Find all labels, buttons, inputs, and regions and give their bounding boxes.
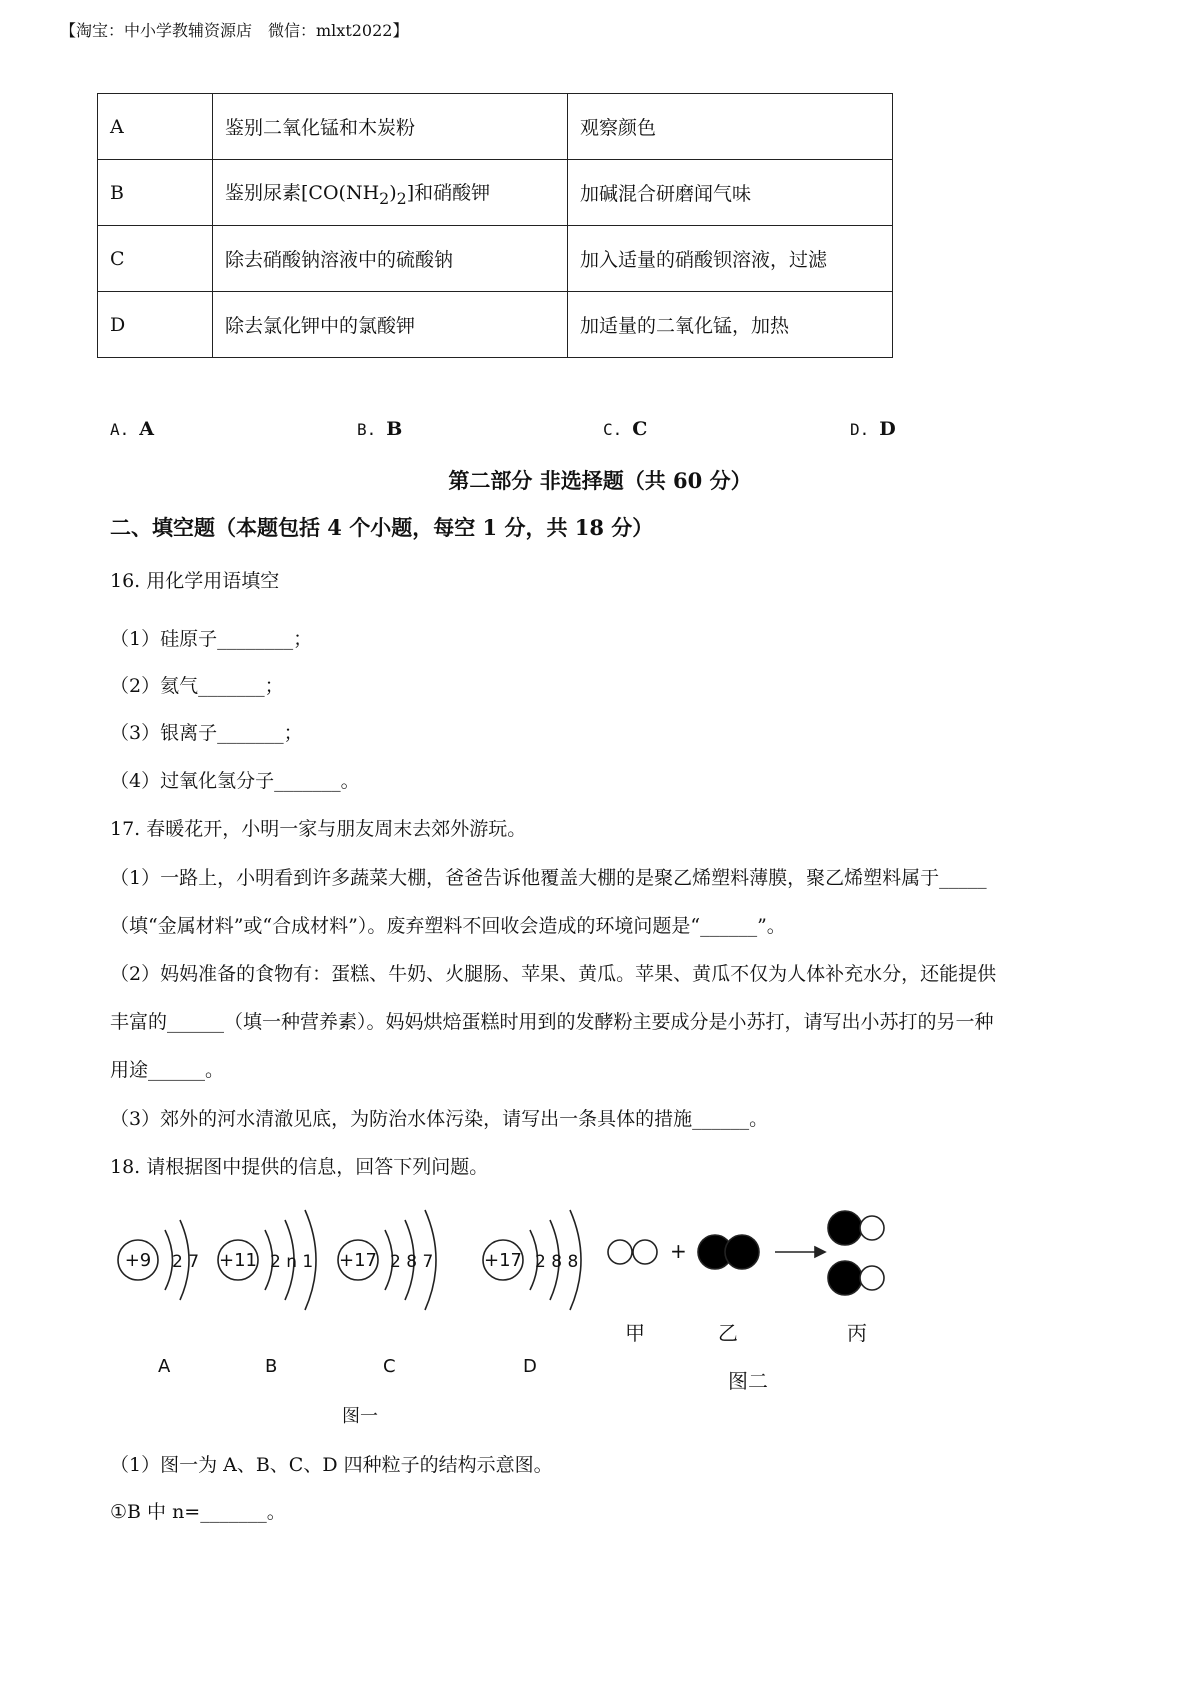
choice-b[interactable] <box>357 418 402 440</box>
q18-figure <box>110 1190 930 1430</box>
white-atom <box>860 1266 884 1290</box>
row-task: 除去氯化钾中的氯酸钾 <box>213 292 568 358</box>
electron-shells: 2 8 8 <box>535 1252 579 1272</box>
q18-sub1-1: ①B 中 n=_______。 <box>110 1501 286 1523</box>
black-atom <box>828 1211 862 1245</box>
choice-value: B <box>386 418 403 440</box>
atom-label: D <box>523 1356 537 1377</box>
q17-line: （2）妈妈准备的食物有：蛋糕、牛奶、火腿肠、苹果、黄瓜。苹果、黄瓜不仅为人体补充水分，还能提供 <box>110 963 997 985</box>
molecule-label: 甲 <box>625 1321 645 1345</box>
choice-value: D <box>879 418 896 440</box>
section-title: 二、填空题（本题包括 4 个小题，每空 1 分，共 18 分） <box>110 515 654 540</box>
q18-sub1: （1）图一为 A、B、C、D 四种粒子的结构示意图。 <box>110 1454 553 1476</box>
q16-item-2: （2）氦气_______； <box>110 675 284 697</box>
white-atom <box>860 1216 884 1240</box>
row-method: 观察颜色 <box>568 94 893 160</box>
row-id: A <box>98 94 213 160</box>
header-watermark: 【淘宝：中小学教辅资源店 微信：mlxt2022】 <box>60 21 409 40</box>
q16-stem: 16. 用化学用语填空 <box>110 570 280 592</box>
white-atom <box>608 1240 632 1264</box>
row-id: D <box>98 292 213 358</box>
q17-stem: 17. 春暖花开，小明一家与朋友周末去郊外游玩。 <box>110 818 527 840</box>
choice-label: C. <box>603 420 623 439</box>
table-row <box>98 94 893 160</box>
choice-value: A <box>139 418 155 440</box>
atom-label: B <box>265 1356 278 1377</box>
electron-shells: 2 n 1 <box>270 1252 314 1272</box>
molecule-label: 丙 <box>847 1321 867 1345</box>
plus-sign: + <box>670 1239 687 1263</box>
row-task <box>213 160 568 226</box>
nucleus-charge: +17 <box>339 1250 377 1271</box>
choice-label: D. <box>850 420 870 439</box>
q17-line: （填“金属材料”或“合成材料”）。废弃塑料不回收会造成的环境问题是“______”。 <box>110 915 786 937</box>
choice-label: A. <box>110 420 130 439</box>
row-id: C <box>98 226 213 292</box>
q17-line: （3）郊外的河水清澈见底，为防治水体污染，请写出一条具体的措施______。 <box>110 1108 769 1130</box>
choice-value: C <box>632 418 648 440</box>
black-atom <box>725 1235 759 1269</box>
black-atom <box>828 1261 862 1295</box>
atom-label: C <box>383 1356 396 1377</box>
choice-d[interactable] <box>850 418 896 440</box>
choice-label: B. <box>357 420 377 439</box>
task-text: ]和硝酸钾 <box>406 181 491 204</box>
electron-shells: 2 7 <box>172 1252 200 1272</box>
row-method: 加入适量的硝酸钡溶液，过滤 <box>568 226 893 292</box>
q16-item-3: （3）银离子_______； <box>110 722 303 744</box>
options-table <box>97 93 893 358</box>
table-row <box>98 160 893 226</box>
row-method: 加碱混合研磨闻气味 <box>568 160 893 226</box>
part-title: 第二部分 非选择题（共 60 分） <box>448 468 752 493</box>
table-row <box>98 226 893 292</box>
nucleus-charge: +9 <box>124 1250 152 1271</box>
choice-c[interactable] <box>603 418 647 440</box>
nucleus-charge: +17 <box>484 1250 522 1271</box>
subscript: 2 <box>379 188 390 208</box>
row-method: 加适量的二氧化锰，加热 <box>568 292 893 358</box>
q16-item-4: （4）过氧化氢分子_______。 <box>110 770 360 792</box>
q17-line: 用途______。 <box>110 1059 225 1081</box>
nucleus-charge: +11 <box>219 1250 257 1271</box>
q16-item-1: （1）硅原子________； <box>110 628 313 650</box>
electron-shells: 2 8 7 <box>390 1252 434 1272</box>
white-atom <box>633 1240 657 1264</box>
row-task: 鉴别二氧化锰和木炭粉 <box>213 94 568 160</box>
molecule-label: 乙 <box>718 1321 738 1345</box>
arrow-head <box>815 1247 825 1257</box>
table-row <box>98 292 893 358</box>
row-task: 除去硝酸钠溶液中的硫酸钠 <box>213 226 568 292</box>
figure-caption: 图二 <box>728 1369 768 1393</box>
row-id: B <box>98 160 213 226</box>
q18-stem: 18. 请根据图中提供的信息，回答下列问题。 <box>110 1156 489 1178</box>
choice-a[interactable] <box>110 418 154 440</box>
q17-line: 丰富的______（填一种营养素）。妈妈烘焙蛋糕时用到的发酵粉主要成分是小苏打，请写出小苏打的另一种 <box>110 1011 994 1033</box>
atom-label: A <box>158 1356 171 1377</box>
figure-caption: 图一 <box>342 1406 378 1427</box>
q17-line: （1）一路上，小明看到许多蔬菜大棚，爸爸告诉他覆盖大棚的是聚乙烯塑料薄膜，聚乙烯塑料属于_____ <box>110 867 987 889</box>
task-text: ) <box>389 181 397 204</box>
subscript: 2 <box>396 188 407 208</box>
task-text: 鉴别尿素[CO(NH <box>225 181 380 204</box>
